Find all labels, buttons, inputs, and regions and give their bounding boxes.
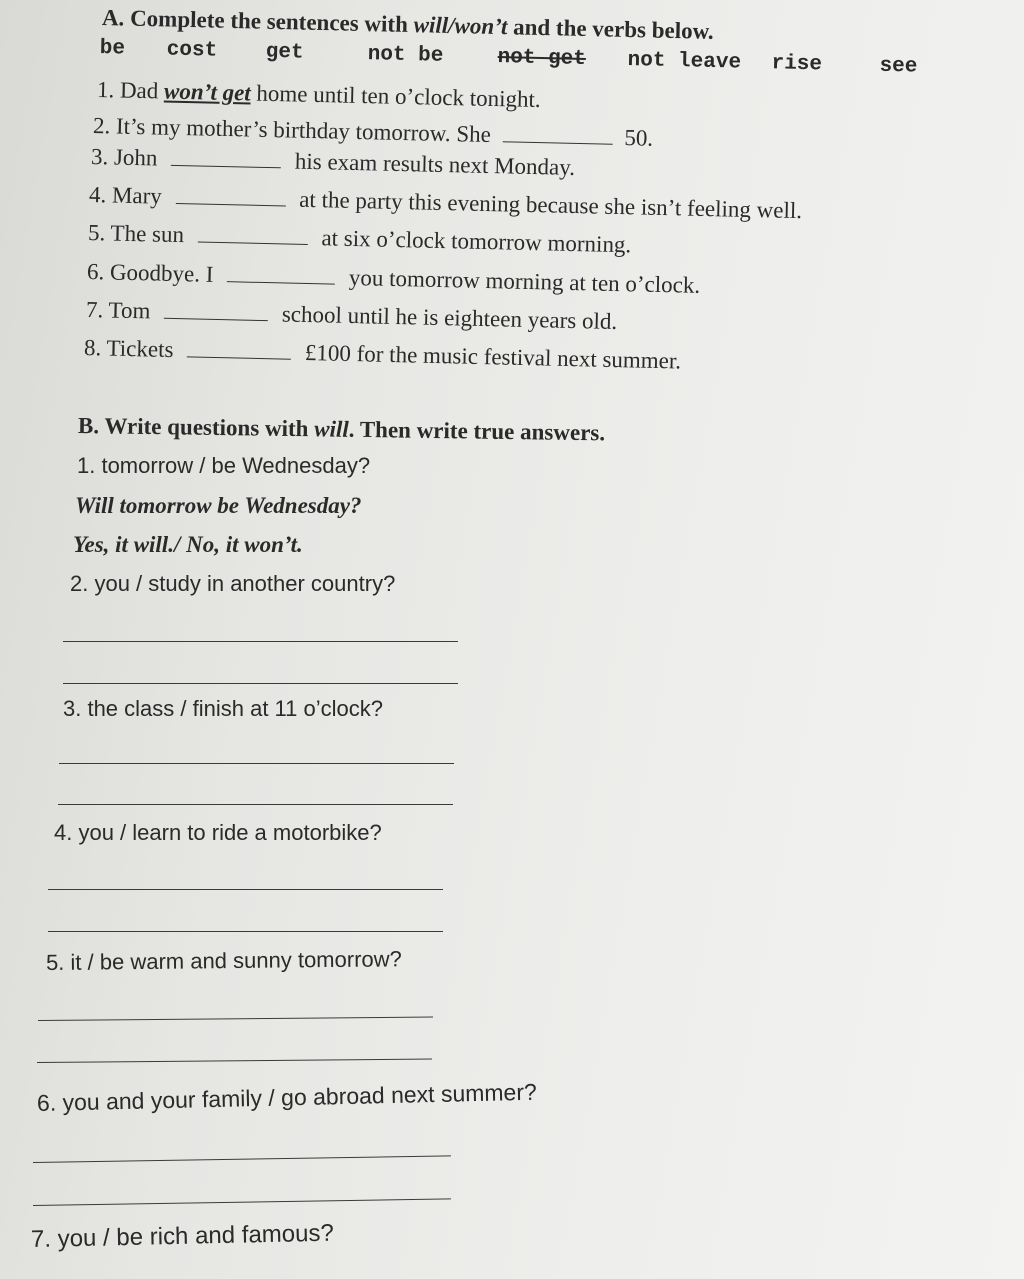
item-text: The sun: [110, 220, 185, 248]
item-text: 50.: [624, 125, 654, 151]
word-bank-item: not leave: [627, 48, 742, 75]
b-prompt-2: 2. you / study in another country?: [70, 571, 396, 596]
answer-line[interactable]: [58, 804, 453, 805]
answer-blank[interactable]: [187, 338, 291, 359]
section-b-title-post: . Then write true answers.: [348, 416, 606, 446]
item-text: you tomorrow morning at ten o’clock.: [348, 264, 701, 298]
item-text: Goodbye. I: [109, 259, 214, 287]
section-b-title-pre: Write questions with: [104, 413, 315, 442]
item-text: Mary: [111, 182, 163, 209]
answer-blank[interactable]: [227, 263, 335, 284]
a-item-8: [84, 336, 682, 373]
word-bank-item: cost: [166, 38, 218, 63]
answer-blank[interactable]: [198, 223, 308, 244]
item-number: 8.: [83, 335, 102, 361]
b-prompt-5: 5. it / be warm and sunny tomorrow?: [45, 946, 402, 975]
word-bank-item: rise: [771, 52, 823, 77]
item-number: 4.: [88, 182, 107, 208]
word-bank-item: see: [879, 54, 918, 79]
answer-blank[interactable]: [502, 123, 612, 144]
item-text: Tom: [108, 297, 151, 324]
item-text: at the party this evening because she isn’t feeling well.: [298, 186, 803, 224]
section-a-heading: [102, 6, 714, 43]
item-text: school until he is eighteen years old.: [281, 301, 618, 335]
b-example-answer: Yes, it will./ No, it won’t.: [73, 532, 303, 557]
b-example-prompt: 1. tomorrow / be Wednesday?: [77, 453, 371, 478]
item-number: 6.: [86, 259, 105, 285]
section-b-heading: [78, 414, 605, 444]
section-a-title-italic: will/won’t: [413, 12, 508, 40]
item-text: home until ten o’clock tonight.: [250, 80, 541, 113]
section-a-title-post: and the verbs below.: [507, 14, 715, 44]
example-answer: won’t get: [163, 78, 252, 106]
a-item-6: [87, 260, 701, 297]
section-b-title-italic: will: [314, 416, 349, 442]
a-item-2: [93, 114, 654, 150]
answer-line[interactable]: [63, 641, 458, 642]
word-bank-item: get: [265, 40, 304, 65]
item-text: £100 for the music festival next summer.: [304, 340, 682, 374]
item-number: 3.: [90, 144, 109, 170]
answer-blank[interactable]: [164, 300, 268, 321]
section-a-label: A.: [101, 5, 125, 31]
answer-line[interactable]: [37, 1059, 432, 1063]
answer-line[interactable]: [63, 683, 458, 684]
a-item-5: [88, 221, 632, 256]
answer-line[interactable]: [59, 763, 454, 764]
a-item-4: [89, 183, 803, 222]
section-b-label: B.: [77, 413, 100, 439]
answer-blank[interactable]: [171, 147, 281, 168]
b-prompt-4: 4. you / learn to ride a motorbike?: [54, 820, 382, 845]
b-prompt-6: 6. you and your family / go abroad next summer?: [36, 1078, 538, 1116]
a-item-7: [86, 298, 618, 333]
word-bank-item: be: [99, 37, 126, 61]
b-prompt-3: 3. the class / finish at 11 o’clock?: [63, 696, 383, 721]
item-text: Dad: [119, 77, 165, 104]
answer-line[interactable]: [33, 1198, 451, 1206]
item-number: 5.: [87, 220, 106, 246]
item-text: It’s my mother’s birthday tomorrow. She: [115, 113, 492, 148]
a-item-3: [91, 145, 576, 179]
answer-line[interactable]: [38, 1017, 433, 1021]
section-a-title-pre: Complete the sentences with: [129, 5, 414, 38]
b-example-question: Will tomorrow be Wednesday?: [75, 493, 362, 518]
answer-line[interactable]: [33, 1155, 451, 1163]
item-text: his exam results next Monday.: [294, 148, 576, 180]
item-text: Tickets: [106, 335, 174, 363]
answer-blank[interactable]: [175, 185, 285, 206]
word-bank-item-crossed: not get: [497, 46, 587, 72]
item-number: 7.: [85, 297, 104, 323]
item-text: John: [113, 144, 158, 171]
item-number: 2.: [92, 113, 111, 139]
b-prompt-7: 7. you / be rich and famous?: [30, 1219, 335, 1253]
word-bank-item: not be: [367, 43, 444, 68]
answer-line[interactable]: [48, 889, 443, 890]
item-number: 1.: [96, 77, 115, 103]
item-text: at six o’clock tomorrow morning.: [321, 225, 632, 258]
answer-line[interactable]: [48, 931, 443, 932]
